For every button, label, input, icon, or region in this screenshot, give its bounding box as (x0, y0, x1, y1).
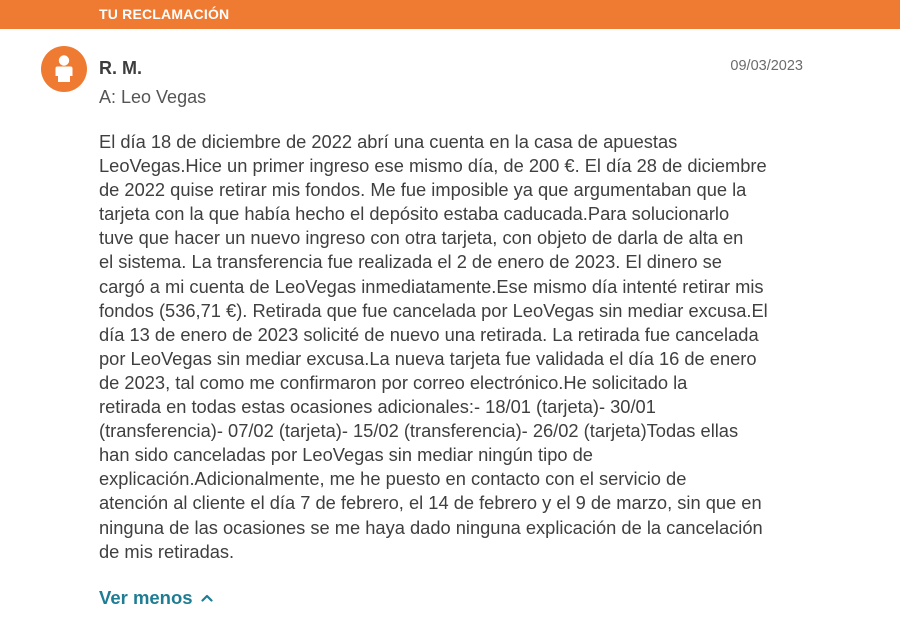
body-line: tarjeta con la que había hecho el depósito estaba caducada.Para solucionarlo (99, 203, 730, 225)
complaint-date: 09/03/2023 (730, 58, 803, 74)
author-name: R. M. (99, 58, 142, 78)
body-line: por LeoVegas sin mediar excusa.La nueva tarjeta fue validada el día 16 de enero (99, 347, 757, 369)
body-line: el sistema. La transferencia fue realizada el 2 de enero de 2023. El dinero se (99, 251, 722, 273)
user-icon (41, 46, 87, 92)
section-title: TU RECLAMACIÓN (99, 6, 230, 22)
body-line: fondos (536,71 €). Retirada que fue cancelada por LeoVegas sin mediar excusa.El (99, 299, 768, 321)
body-line: día 13 de enero de 2023 solicité de nuevo una retirada. La retirada fue cancelada (99, 323, 759, 345)
body-line: LeoVegas.Hice un primer ingreso ese mismo día, de 200 €. El día 28 de diciembre (99, 155, 767, 177)
body-line: (transferencia)- 07/02 (tarjeta)- 15/02 (transferencia)- 26/02 (tarjeta)Todas ellas (99, 420, 739, 442)
chevron-up-icon (201, 594, 213, 602)
section-header (0, 0, 900, 29)
body-line: han sido canceladas por LeoVegas sin mediar ningún tipo de (99, 444, 593, 466)
body-line: atención al cliente el día 7 de febrero, el 14 de febrero y el 9 de marzo, sin que en (99, 492, 762, 514)
ver-menos-link[interactable] (99, 587, 213, 609)
body-line: cargó a mi cuenta de LeoVegas inmediatamente.Ese mismo día intenté retirar mis (99, 275, 764, 297)
body-line: explicación.Adicionalmente, me he puesto en contacto con el servicio de (99, 468, 687, 490)
body-line: El día 18 de diciembre de 2022 abrí una cuenta en la casa de apuestas (99, 131, 678, 152)
complaint-body (99, 130, 811, 564)
body-line: de 2023, tal como me confirmaron por correo electrónico.He solicitado la (99, 371, 688, 393)
body-line: de 2022 quise retirar mis fondos. Me fue imposible ya que argumentaban que la (99, 179, 747, 201)
ver-menos-label: Ver menos (99, 587, 193, 608)
body-line: de mis retiradas. (99, 540, 235, 562)
body-line: retirada en todas estas ocasiones adicionales:- 18/01 (tarjeta)- 30/01 (99, 396, 656, 418)
body-line: tuve que hacer un nuevo ingreso con otra tarjeta, con objeto de darla de alta en (99, 227, 744, 249)
avatar (41, 46, 87, 92)
recipient: A: Leo Vegas (99, 87, 207, 107)
body-line: ninguna de las ocasiones se me haya dado ninguna explicación de la cancelación (99, 516, 763, 538)
